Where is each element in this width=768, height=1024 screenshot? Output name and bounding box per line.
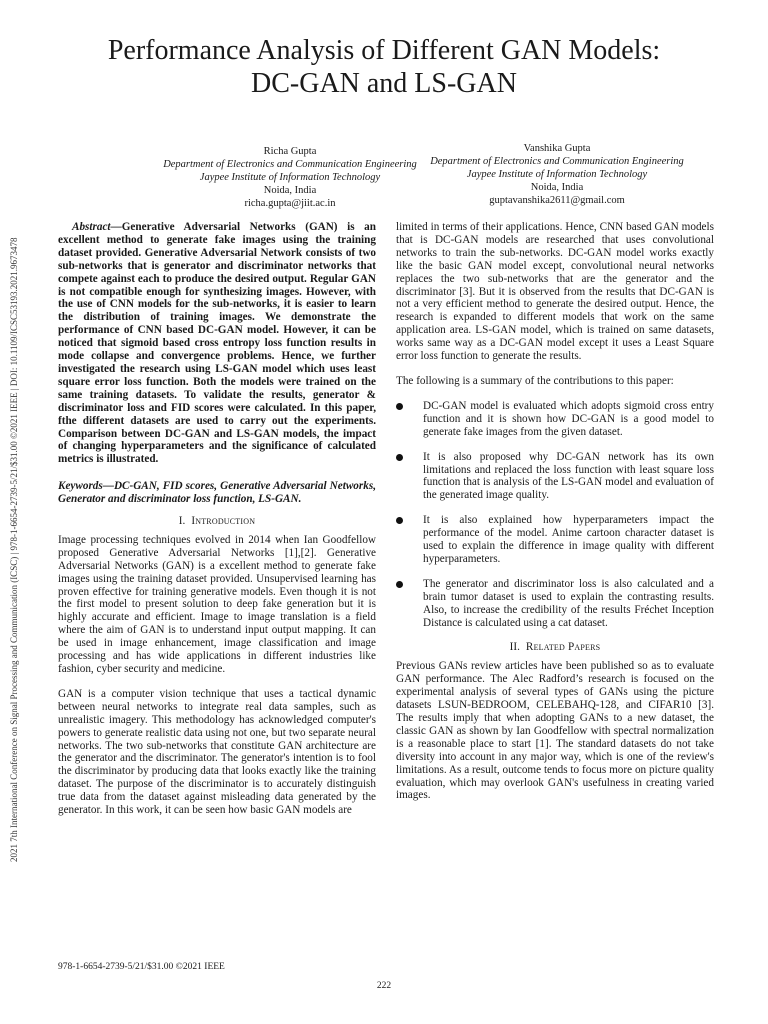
author-institution: Jaypee Institute of Information Technology <box>466 169 648 180</box>
author-institution: Jaypee Institute of Information Technology <box>199 172 381 183</box>
intro-paragraph-1: Image processing techniques evolved in 2014 when Ian Goodfellow proposed Generative Adversarial Networks [1],[2]. Generative Adversarial Networks (GAN) is a excellent method to generate fake images using the training dataset provided. Unsupervised learning has proven effective for training generative models. Even though it is not the first model to present solution to deep fake generation but it is highly accurate and efficient. Image to image translation is a field where the aim of GAN is to understand input output mapping. It can be used in image enhancement, image classification and image processing and has wide applications in different industries like fashion, cyber security and medicine. <box>58 533 376 675</box>
left-column <box>58 221 376 817</box>
side-citation-text: 2021 7th International Conference on Signal Processing and Communication (ICSC) | 978-1-6654-2739-5/21/$31.00 ©2021 IEEE | DOI: 10.1109/ICSC53193.2021.9673478 <box>9 237 19 862</box>
section-heading-introduction <box>58 515 376 528</box>
abstract-label: Abstract <box>72 221 111 233</box>
author-location: Noida, India <box>530 182 584 193</box>
list-item: The generator and discriminator loss is also calculated and a brain tumor dataset is used to explain the contrasting results. Also, to increase the credibility of the results Fréchet Inception Distance is calculated using a cat dataset. <box>396 578 714 630</box>
section-title: Introduction <box>191 515 256 528</box>
author-email: guptavanshika2611@gmail.com <box>489 195 625 206</box>
bullet-icon <box>396 581 403 588</box>
title-line-2: DC-GAN and LS-GAN <box>251 68 517 99</box>
right-column <box>396 221 714 802</box>
paper-title <box>40 34 728 100</box>
copyright-footer: 978-1-6654-2739-5/21/$31.00 ©2021 IEEE <box>58 962 225 972</box>
abstract-dash: — <box>110 221 122 233</box>
author-department: Department of Electronics and Communication Engineering <box>163 159 417 170</box>
contributions-intro: The following is a summary of the contributions to this paper: <box>396 374 674 387</box>
list-item: It is also proposed why DC-GAN network has its own limitations and replaced the loss function with least square loss function that is analysis of the LS-GAN model and evaluation of the generated image quality. <box>396 451 714 503</box>
side-citation-strip <box>9 172 22 862</box>
bullet-icon <box>396 403 403 410</box>
list-item: DC-GAN model is evaluated which adopts sigmoid cross entry function and it is shown how DC-GAN is a good model to generate fake images from the given dataset. <box>396 400 714 439</box>
contributions-list <box>396 400 714 630</box>
title-line-1: Performance Analysis of Different GAN Models: <box>107 35 661 66</box>
author-location: Noida, India <box>263 185 317 196</box>
section-title: Related Papers <box>525 641 601 654</box>
keywords: Keywords—DC-GAN, FID scores, Generative Adversarial Networks, Generator and discriminator loss function, LS-GAN. <box>58 480 376 506</box>
section-heading-related-papers <box>396 641 714 654</box>
author-email: richa.gupta@jiit.ac.in <box>244 198 336 209</box>
author-name: Richa Gupta <box>263 146 317 157</box>
related-paragraph-1: Previous GANs review articles have been published so as to evaluate GAN performance. The Alec Radford’s research is focused on the experimental analysis of several types of GANs using the picture datasets LSUN-BEDROOM, CELEBAHQ-128, and CIFAR10 [3]. The results imply that when adopting GANs to a new dataset, the classic GAN as shown by Ian Goodfellow with spectral normalization is a reasonable place to start [1]. The standard datasets do not take diversity into account in any major way, which is one of the review's limitations. As a result, outcome tends to focus more on picture quality evaluation, which may overlook GAN's usefulness in creating varied images. <box>396 660 714 802</box>
page-number: 222 <box>376 981 392 991</box>
author-department: Department of Electronics and Communication Engineering <box>430 156 684 167</box>
list-item: It is also explained how hyperparameters impact the performance of the model. Anime cartoon character dataset is used to explain the difference in image quality with different hyperparameters. <box>396 514 714 566</box>
abstract-text: Generative Adversarial Networks (GAN) is an excellent method to generate fake images using the training dataset provided. Generative Adversarial Network consists of two sub-networks that is generator and discriminator networks that compete against each to produce the desired output. Regular GAN is not compatible enough for synthesizing images. However, with the use of CNN models for the sub-networks, it is easier to learn the distribution of training images. We demonstrate the performance of CNN based DC-GAN model. However, it can be noticed that sigmoid based cross entropy loss function results in mode collapse and convergence problems. Hence, we further investigated the research using LS-GAN model which uses least square error loss function. Both the models were trained on the same training datasets. To validate the results, generator & discriminator loss and FID scores were calculated. In this paper, fthe different datasets are used to carry out the experiments. Comparison between DC-GAN and LS-GAN models, the impact of changing hyperparameters and the significance of calculated metrics is illustrated. <box>58 221 376 466</box>
abstract <box>58 221 376 466</box>
bullet-icon <box>396 517 403 524</box>
section-number: II. <box>509 641 520 654</box>
author-name: Vanshika Gupta <box>523 143 591 154</box>
section-number: I. <box>178 515 186 528</box>
bullet-icon <box>396 454 403 461</box>
author-block-2 <box>397 142 717 207</box>
intro-paragraph-3: limited in terms of their applications. Hence, CNN based GAN models that is DC-GAN models are researched that uses convolutional networks to train the sub-networks. DC-GAN model works exactly like the basic GAN model except, convolutional neural networks replaces the two sub-networks that are the generator and the discriminator [3]. But it is observed from the results that DC-GAN is not a very efficient method to generate the desired output. Hence, the research is expanded to different models that work on the same application area. LS-GAN model, which is trained on same datasets, works same way as a DC-GAN model except it uses a Least Square error loss function to generate the results. <box>396 221 714 363</box>
intro-paragraph-2: GAN is a computer vision technique that uses a tactical dynamic between neural networks to integrate real data samples, such as unrealistic imagery. This methodology has acknowledged computer's powers to generate realistic data using not one, but two separate neural networks. The two sub-networks that constitute GAN architecture are the generator and the discriminator. The generator's intention is to fool the discriminator by producing data that looks exactly like the training dataset. The purpose of the discriminator is to accurately distinguish true data from the dataset against misleading data generated by the generator. In this work, it can be seen how basic GAN models are <box>58 687 376 817</box>
